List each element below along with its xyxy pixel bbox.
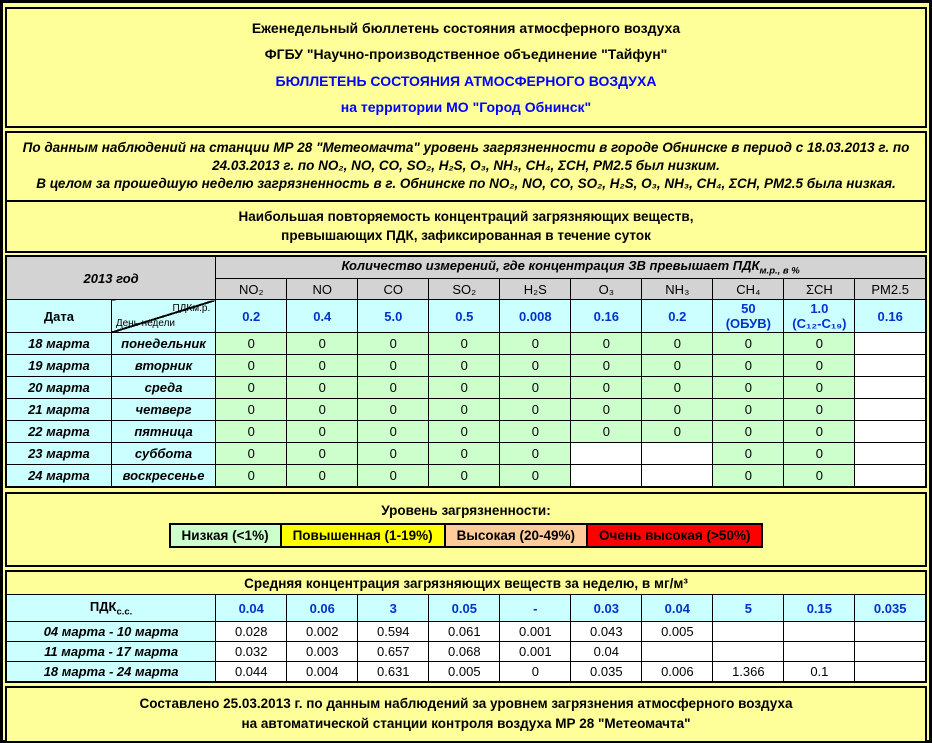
pdk-ss-subscript: с.с.: [116, 606, 133, 618]
measurement-cell: 0: [287, 333, 358, 355]
measurement-cell-empty: [642, 443, 713, 465]
measurement-cell: 0: [358, 399, 429, 421]
measurement-cell-empty: [571, 443, 642, 465]
measurement-cell: 0: [500, 443, 571, 465]
avg-value-cell: [642, 642, 713, 662]
pdk-mr-label: ПДКм.р.: [172, 303, 211, 315]
table-row: [6, 443, 926, 465]
pdk-mr-value-so2: 0.5: [429, 300, 500, 333]
measurement-cell: 0: [500, 399, 571, 421]
pdk-ss-value-so2: 0.05: [429, 595, 500, 622]
date-cell: 24 марта: [6, 465, 111, 487]
pdk-ss-value-no2: 0.04: [216, 595, 287, 622]
measurement-cell: 0: [287, 421, 358, 443]
measurement-cell-empty: [855, 333, 926, 355]
avg-value-cell: 0.068: [429, 642, 500, 662]
pdk-ss-value-pm25: 0.035: [855, 595, 926, 622]
column-header-nh3: NH₃: [642, 279, 713, 300]
pdk-ss-value-ch4: 5: [713, 595, 784, 622]
period-cell: 11 марта - 17 марта: [6, 642, 216, 662]
avg-value-cell: 0.04: [571, 642, 642, 662]
pdk-ss-value-sch: 0.15: [784, 595, 855, 622]
day-cell: понедельник: [111, 333, 215, 355]
measurement-cell: 0: [358, 443, 429, 465]
measurement-cell: 0: [713, 443, 784, 465]
exceedance-table: [5, 255, 927, 488]
avg-value-cell: 0.002: [287, 622, 358, 642]
measurement-cell: 0: [216, 355, 287, 377]
measurement-cell: 0: [571, 355, 642, 377]
legend-row: [7, 523, 925, 548]
measurement-cell: 0: [500, 421, 571, 443]
average-concentration-table: [5, 570, 927, 683]
table-row: [6, 399, 926, 421]
day-cell: воскресенье: [111, 465, 215, 487]
day-of-week-label: День недели: [115, 318, 176, 330]
avg-value-cell: 0.061: [429, 622, 500, 642]
footer-note: [5, 686, 927, 743]
measurements-header-subscript: м.р., в %: [759, 265, 800, 277]
pdk-ss-value-no: 0.06: [287, 595, 358, 622]
legend-title: Уровень загрязненности:: [381, 502, 551, 518]
pdk-ss-value-o3: 0.03: [571, 595, 642, 622]
table-row: [6, 333, 926, 355]
column-header-h2s: H₂S: [500, 279, 571, 300]
summary-line-2: В целом за прошедшую неделю загрязненность в г. Обнинске по NO₂, NO, CO, SO₂, H₂S, O₃, NH₃, CH₄, ΣCH, PM2.5 была низкая.: [36, 176, 896, 192]
measurement-cell: 0: [571, 377, 642, 399]
date-header-cell: Дата: [6, 300, 111, 333]
avg-value-cell: [855, 622, 926, 642]
avg-value-cell: 0.043: [571, 622, 642, 642]
bulletin-subtitle: Еженедельный бюллетень состояния атмосферного воздуха: [251, 19, 681, 36]
avg-value-cell: 0.594: [358, 622, 429, 642]
measurement-cell: 0: [429, 333, 500, 355]
measurement-cell: 0: [358, 333, 429, 355]
avg-value-cell: 0.1: [784, 662, 855, 682]
pollution-level-legend: [5, 492, 927, 567]
measurement-cell: 0: [216, 399, 287, 421]
measurement-cell: 0: [358, 421, 429, 443]
column-header-sch: ΣCH: [784, 279, 855, 300]
column-header-co: CO: [358, 279, 429, 300]
measurement-cell: 0: [784, 355, 855, 377]
avg-value-cell: 0.001: [500, 622, 571, 642]
avg-value-cell: 0.003: [287, 642, 358, 662]
day-cell: среда: [111, 377, 215, 399]
pdk-mr-value-o3: 0.16: [571, 300, 642, 333]
measurement-cell: 0: [571, 399, 642, 421]
organization-name: ФГБУ "Научно-производственное объединение "Тайфун": [264, 46, 668, 63]
summary-section: [5, 131, 927, 253]
measurement-cell: 0: [713, 355, 784, 377]
pdk-mr-value-no2: 0.2: [216, 300, 287, 333]
pdk-mr-value-ch4: 50 (ОБУВ): [713, 300, 784, 333]
table-row: [6, 377, 926, 399]
measurement-cell: 0: [429, 399, 500, 421]
measurement-cell-empty: [855, 465, 926, 487]
legend-item-low: Низкая (<1%): [169, 523, 282, 548]
pdk-mr-value-h2s: 0.008: [500, 300, 571, 333]
pdk-mr-value-no: 0.4: [287, 300, 358, 333]
measurement-cell: 0: [713, 465, 784, 487]
pdk-ss-value-nh3: 0.04: [642, 595, 713, 622]
measurement-cell: 0: [429, 377, 500, 399]
measurement-cell: 0: [429, 421, 500, 443]
date-cell: 20 марта: [6, 377, 111, 399]
avg-value-cell: 0.006: [642, 662, 713, 682]
measurement-cell: 0: [287, 399, 358, 421]
avg-value-cell: 1.366: [713, 662, 784, 682]
column-header-so2: SO₂: [429, 279, 500, 300]
pdk-mr-value-pm25: 0.16: [855, 300, 926, 333]
avg-value-cell: 0.035: [571, 662, 642, 682]
measurement-cell: 0: [358, 377, 429, 399]
pdk-ss-value-h2s: -: [500, 595, 571, 622]
measurement-cell: 0: [784, 465, 855, 487]
measurement-cell: 0: [287, 377, 358, 399]
measurement-cell: 0: [429, 465, 500, 487]
avg-value-cell: [713, 642, 784, 662]
day-cell: четверг: [111, 399, 215, 421]
avg-value-cell: [784, 622, 855, 642]
measurement-cell: 0: [287, 443, 358, 465]
avg-value-cell: 0: [500, 662, 571, 682]
avg-value-cell: 0.631: [358, 662, 429, 682]
measurement-cell: 0: [571, 421, 642, 443]
avg-value-cell: 0.657: [358, 642, 429, 662]
measurement-cell: 0: [713, 399, 784, 421]
avg-value-cell: [855, 662, 926, 682]
measurement-cell: 0: [642, 333, 713, 355]
date-cell: 23 марта: [6, 443, 111, 465]
avg-value-cell: 0.001: [500, 642, 571, 662]
avg-value-cell: 0.044: [216, 662, 287, 682]
measurement-cell-empty: [642, 465, 713, 487]
table-row: [6, 465, 926, 487]
day-cell: суббота: [111, 443, 215, 465]
measurement-cell: 0: [642, 355, 713, 377]
column-header-o3: O₃: [571, 279, 642, 300]
measurement-cell: 0: [713, 377, 784, 399]
period-cell: 04 марта - 10 марта: [6, 622, 216, 642]
measurement-cell: 0: [216, 443, 287, 465]
pdk-ss-label: ПДК: [89, 598, 117, 614]
year-cell: 2013 год: [6, 256, 216, 300]
date-cell: 21 марта: [6, 399, 111, 421]
date-cell: 18 марта: [6, 333, 111, 355]
bulletin-title: БЮЛЛЕТЕНЬ СОСТОЯНИЯ АТМОСФЕРНОГО ВОЗДУХА: [275, 72, 657, 89]
legend-item-very-high: Очень высокая (>50%): [586, 523, 763, 548]
measurement-cell: 0: [216, 377, 287, 399]
pdk-ss-label-cell: [6, 595, 216, 622]
diagonal-header-cell: [111, 300, 215, 333]
legend-item-elevated: Повышенная (1-19%): [280, 523, 446, 548]
table-row: [6, 355, 926, 377]
measurement-cell: 0: [713, 333, 784, 355]
measurement-cell: 0: [429, 443, 500, 465]
avg-value-cell: [713, 622, 784, 642]
measurement-cell: 0: [571, 333, 642, 355]
pdk-ss-value-co: 3: [358, 595, 429, 622]
measurement-cell: 0: [287, 355, 358, 377]
territory-subtitle: на территории МО "Город Обнинск": [340, 99, 592, 116]
footer-text: Составлено 25.03.2013 г. по данным наблюдений за уровнем загрязнения атмосферного воздуха на автоматической станции контроля воздуха МР 28 "Метеомачта": [139, 696, 793, 732]
measurement-cell-empty: [855, 421, 926, 443]
measurement-cell-empty: [855, 377, 926, 399]
measurement-cell: 0: [358, 465, 429, 487]
measurements-header-cell: [216, 256, 926, 279]
measurement-cell: 0: [500, 355, 571, 377]
measurement-cell: 0: [784, 443, 855, 465]
measurement-cell: 0: [713, 421, 784, 443]
measurement-cell: 0: [216, 333, 287, 355]
table-row: [6, 421, 926, 443]
date-cell: 22 марта: [6, 421, 111, 443]
measurement-cell: 0: [784, 377, 855, 399]
column-header-no: NO: [287, 279, 358, 300]
measurement-cell: 0: [500, 377, 571, 399]
pdk-mr-value-nh3: 0.2: [642, 300, 713, 333]
measurement-cell: 0: [500, 333, 571, 355]
column-header-ch4: CH₄: [713, 279, 784, 300]
column-header-no2: NO₂: [216, 279, 287, 300]
average-concentration-title: Средняя концентрация загрязняющих веществ за неделю, в мг/м³: [6, 571, 926, 595]
avg-value-cell: 0.005: [642, 622, 713, 642]
avg-value-cell: 0.032: [216, 642, 287, 662]
summary-text: [7, 133, 925, 202]
measurement-cell-empty: [855, 355, 926, 377]
measurement-cell: 0: [642, 421, 713, 443]
measurement-cell: 0: [358, 355, 429, 377]
measurement-cell: 0: [642, 377, 713, 399]
measurement-cell: 0: [500, 465, 571, 487]
measurement-cell: 0: [287, 465, 358, 487]
measurement-cell: 0: [784, 421, 855, 443]
period-cell: 18 марта - 24 марта: [6, 662, 216, 682]
measurement-cell: 0: [216, 465, 287, 487]
pdk-mr-value-co: 5.0: [358, 300, 429, 333]
measurement-cell: 0: [784, 333, 855, 355]
pdk-mr-value-sch: 1.0 (C₁₂-C₁₉): [784, 300, 855, 333]
summary-line-1: По данным наблюдений на станции МР 28 "Метеомачта" уровень загрязненности в городе Обнинске в период с 18.03.2013 г. по 24.03.2013 г. по NO₂, NO, CO, SO₂, H₂S, O₃, NH₃, CH₄, ΣCH, PM2.5 был низким.: [22, 140, 910, 174]
date-cell: 19 марта: [6, 355, 111, 377]
avg-value-cell: 0.028: [216, 622, 287, 642]
exceedance-table-title: Наибольшая повторяемость концентраций загрязняющих веществ, превышающих ПДК, зафиксированная в течение суток: [238, 208, 694, 244]
measurement-cell-empty: [855, 399, 926, 421]
legend-item-high: Высокая (20-49%): [444, 523, 588, 548]
avg-value-cell: 0.004: [287, 662, 358, 682]
document-header: [5, 7, 927, 128]
avg-value-cell: [855, 642, 926, 662]
table-row: [6, 642, 926, 662]
avg-value-cell: [784, 642, 855, 662]
column-header-pm25: PM2.5: [855, 279, 926, 300]
measurement-cell: 0: [784, 399, 855, 421]
table-row: [6, 622, 926, 642]
measurement-cell: 0: [429, 355, 500, 377]
measurement-cell-empty: [855, 443, 926, 465]
table-row: [6, 662, 926, 682]
day-cell: вторник: [111, 355, 215, 377]
day-cell: пятница: [111, 421, 215, 443]
measurement-cell: 0: [216, 421, 287, 443]
measurement-cell: 0: [642, 399, 713, 421]
measurement-cell-empty: [571, 465, 642, 487]
avg-value-cell: 0.005: [429, 662, 500, 682]
measurements-header-text: Количество измерений, где концентрация ЗВ превышает ПДК: [341, 258, 760, 274]
